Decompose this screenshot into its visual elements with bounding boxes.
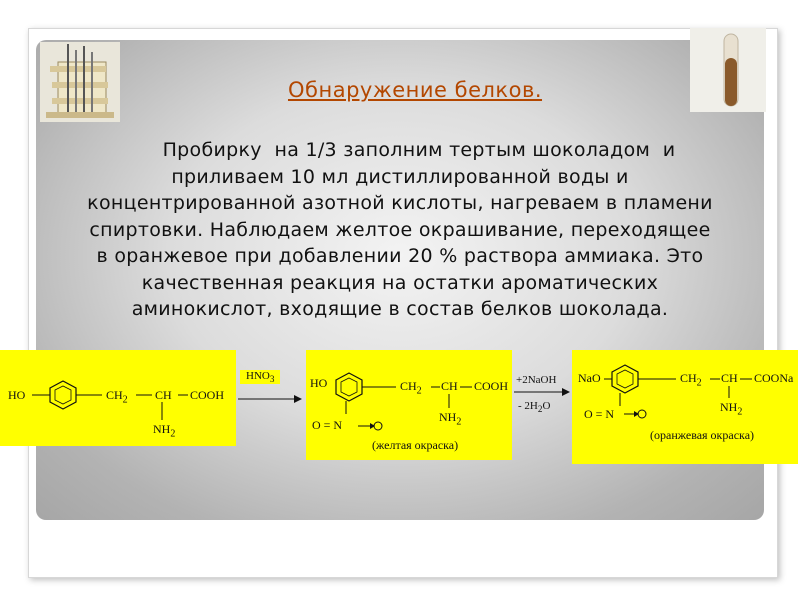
product-ch2-sub: 2 bbox=[696, 377, 702, 389]
reactant-nh2 bbox=[153, 422, 175, 439]
intermediate-ho: HO bbox=[310, 376, 328, 390]
reagent-naoh: +2NaOH bbox=[516, 374, 557, 386]
intermediate-nh2 bbox=[439, 410, 461, 427]
paragraph-line: концентрированной азотной кислоты, нагреваем в пламени bbox=[87, 192, 713, 214]
test-tube-image bbox=[690, 28, 766, 112]
product-note: (оранжевая окраска) bbox=[650, 428, 755, 442]
paragraph-line: Пробирку на 1/3 заполним тертым шоколадом и bbox=[124, 139, 676, 161]
intermediate-note: (желтая окраска) bbox=[372, 438, 459, 452]
paragraph-line: аминокислот, входящие в состав белков шоколада. bbox=[131, 298, 669, 320]
product-nh2 bbox=[720, 400, 742, 417]
test-tube-rack-image bbox=[40, 42, 120, 122]
intermediate-nh2-sub: 2 bbox=[456, 416, 462, 428]
reactant-nh2-text: NH bbox=[153, 422, 171, 436]
paragraph-line: приливаем 10 мл дистиллированной воды и bbox=[171, 165, 629, 188]
reaction-arrow-2 bbox=[512, 372, 572, 420]
intermediate-ch: CH bbox=[441, 379, 458, 393]
reactant-ch2-text: CH bbox=[106, 388, 123, 402]
product-structure bbox=[572, 350, 798, 464]
reagent-hno3-sub: 3 bbox=[269, 374, 275, 385]
reagent-hno3: HNO bbox=[246, 370, 270, 382]
product-nitro: O = N bbox=[584, 407, 615, 421]
reactant-ch2 bbox=[106, 388, 128, 405]
reaction-arrow-1 bbox=[236, 370, 302, 410]
slide-paragraph bbox=[40, 137, 760, 323]
intermediate-nitro: O = N bbox=[312, 418, 343, 432]
product-nh2-sub: 2 bbox=[737, 406, 743, 418]
product-nh2-text: NH bbox=[720, 400, 738, 414]
reactant-ch2-sub: 2 bbox=[122, 394, 128, 406]
reagent-water-text: - 2H bbox=[518, 400, 538, 412]
intermediate-cooh: COOH bbox=[474, 379, 509, 393]
intermediate-nh2-text: NH bbox=[439, 410, 457, 424]
intermediate-ch2 bbox=[400, 379, 422, 396]
product-coona: COONa bbox=[754, 371, 794, 385]
reactant-ch: CH bbox=[155, 388, 172, 402]
intermediate-structure bbox=[306, 350, 512, 460]
intermediate-ch2-sub: 2 bbox=[416, 385, 422, 397]
reagent-water-sub: 2 bbox=[537, 404, 543, 415]
product-ch: CH bbox=[721, 371, 738, 385]
reactant-ho: HO bbox=[8, 388, 26, 402]
reactant-nh2-sub: 2 bbox=[170, 428, 176, 440]
slide-title: Обнаружение белков. bbox=[287, 78, 543, 102]
product-ch2 bbox=[680, 371, 702, 388]
product-ch2-text: CH bbox=[680, 371, 697, 385]
reactant-structure bbox=[0, 350, 236, 446]
reactant-cooh: COOH bbox=[190, 388, 225, 402]
reagent-water-end: O bbox=[542, 400, 551, 412]
reagent-water bbox=[518, 400, 550, 414]
product-nao: NaO bbox=[578, 371, 601, 385]
paragraph-line: в оранжевое при добавлении 20 % раствора аммиака. Это bbox=[96, 245, 704, 267]
paragraph-line: спиртовки. Наблюдаем желтое окрашивание, переходящее bbox=[89, 218, 711, 241]
intermediate-ch2-text: CH bbox=[400, 379, 417, 393]
paragraph-line: качественная реакция на остатки ароматических bbox=[141, 271, 659, 294]
